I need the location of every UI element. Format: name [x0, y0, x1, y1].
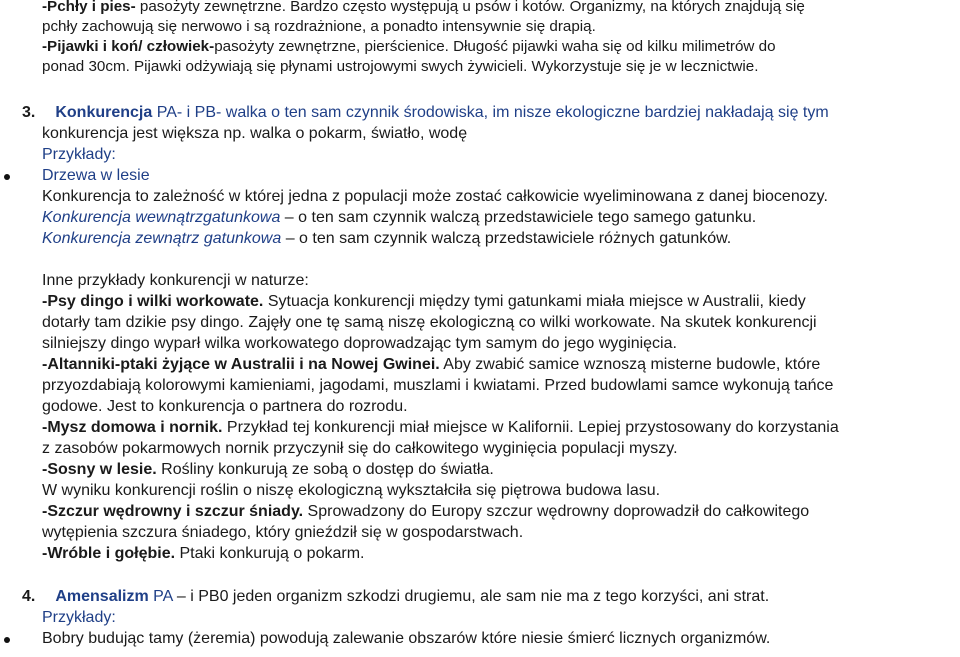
szczur-line-2: wytępienia szczura śniadego, który gnieździł się w gospodarstwach.	[42, 524, 524, 541]
text-line-pijawki-2: ponad 30cm. Pijawki odżywiają się płynami ustrojowymi swych żywicieli. Wykorzystuje się je w lecznictwie.	[42, 58, 759, 75]
section-3-number: 3.	[22, 104, 36, 121]
mysz-heading: -Mysz domowa i nornik.	[42, 419, 223, 436]
mysz-line-1	[42, 418, 839, 438]
szczur-text-1: Sprowadzony do Europy szczur wędrowny doprowadził do całkowitego	[303, 503, 810, 520]
psy-line-2: dotarły tam dzikie psy dingo. Zajęły one tę samą niszę ekologiczną co wilki workowate. Na skutek konkurencji	[42, 314, 817, 331]
sosny-text-1: Rośliny konkurują ze sobą o dostęp do światła.	[156, 461, 494, 478]
intra-term: Konkurencja wewnątrzgatunkowa	[42, 209, 281, 226]
psy-heading: -Psy dingo i wilki workowate.	[42, 293, 264, 310]
psy-line-1	[42, 292, 806, 312]
konkurencja-desc: Konkurencja to zależność w której jedna z populacji może zostać całkowicie wyeliminowana z danej biocenozy.	[42, 188, 828, 205]
pchly-heading: -Pchły i pies-	[42, 0, 136, 15]
psy-text-1: Sytuacja konkurencji między tymi gatunkami miała miejsce w Australii, kiedy	[263, 293, 806, 310]
szczur-heading: -Szczur wędrowny i szczur śniady.	[42, 503, 304, 520]
text-line-pchly-2: pchły zachowują się nerwowo i są rozdrażnione, a ponadto intensywnie się drapią.	[42, 18, 596, 35]
mysz-line-2: z zasobów pokarmowych nornik przyczynił się do całkowitego wyginięcia populacji myszy.	[42, 440, 678, 457]
example-bobry: Bobry budując tamy (żeremia) powodują zalewanie obszarów które niesie śmierć licznych organizmów.	[42, 630, 771, 647]
konkurencja-term: Konkurencja	[55, 104, 153, 121]
alt-heading: -Altanniki-ptaki żyjące w Australii i na Nowej Gwinei.	[42, 356, 440, 373]
text-line-pijawki-1	[42, 37, 776, 57]
sosny-line-2: W wyniku konkurencji roślin o niszę ekologiczną wykształciła się piętrowa budowa lasu.	[42, 482, 661, 499]
bullet-icon	[4, 637, 10, 643]
section-3-heading	[22, 103, 829, 123]
intra-line	[42, 208, 756, 228]
wroble-line	[42, 544, 364, 564]
pijawki-text: pasożyty zewnętrzne, pierścienice. Długość pijawki waha się od kilku milimetrów do	[214, 38, 776, 55]
other-examples-heading: Inne przykłady konkurencji w naturze:	[42, 272, 309, 289]
wroble-heading: -Wróble i gołębie.	[42, 545, 176, 562]
konkurencja-def-1: PA- i PB- walka o ten sam czynnik środowiska, im nisze ekologiczne bardziej nakładają się tym	[152, 104, 829, 121]
inter-def: – o ten sam czynnik walczą przedstawiciele różnych gatunków.	[281, 230, 732, 247]
pchly-text: pasożyty zewnętrzne. Bardzo często występują u psów i kotów. Organizmy, na których znajdują się	[135, 0, 805, 15]
section-4-number: 4.	[22, 588, 36, 605]
wroble-text: Ptaki konkurują o pokarm.	[175, 545, 365, 562]
alt-line-3: godowe. Jest to konkurencja o partnera do rozrodu.	[42, 398, 408, 415]
bullet-icon	[4, 174, 10, 180]
examples-label-3: Przykłady:	[42, 146, 116, 163]
text-line-pchly-1	[42, 0, 805, 17]
psy-line-3: silniejszy dingo wyparł wilka workowatego doprowadzając tym samym do jego wyginięcia.	[42, 335, 677, 352]
inter-line	[42, 229, 731, 249]
mysz-text-1: Przykład tej konkurencji miał miejsce w Kalifornii. Lepiej przystosowany do korzystania	[222, 419, 839, 436]
amensalizm-term: Amensalizm	[55, 588, 149, 605]
examples-label-4: Przykłady:	[42, 609, 116, 626]
example-drzewa: Drzewa w lesie	[42, 167, 150, 184]
szczur-line-1	[42, 502, 809, 522]
intra-def: – o ten sam czynnik walczą przedstawiciele tego samego gatunku.	[280, 209, 757, 226]
alt-text-1: Aby zwabić samice wznoszą misterne budowle, które	[439, 356, 821, 373]
inter-term: Konkurencja zewnątrz gatunkowa	[42, 230, 282, 247]
amensalizm-def: – i PB0 jeden organizm szkodzi drugiemu, ale sam nie ma z tego korzyści, ani strat.	[172, 588, 770, 605]
alt-line-2: przyozdabiają kolorowymi kamieniami, jagodami, muszlami i kwiatami. Przed budowlami samce wykonują tańce	[42, 377, 834, 394]
pijawki-heading: -Pijawki i koń/ człowiek-	[42, 38, 215, 55]
amensalizm-pa: PA	[148, 588, 173, 605]
sosny-heading: -Sosny w lesie.	[42, 461, 157, 478]
section-4-heading	[22, 587, 769, 607]
alt-line-1	[42, 355, 820, 375]
sosny-line-1	[42, 460, 494, 480]
konkurencja-def-2: konkurencja jest większa np. walka o pokarm, światło, wodę	[42, 125, 468, 142]
